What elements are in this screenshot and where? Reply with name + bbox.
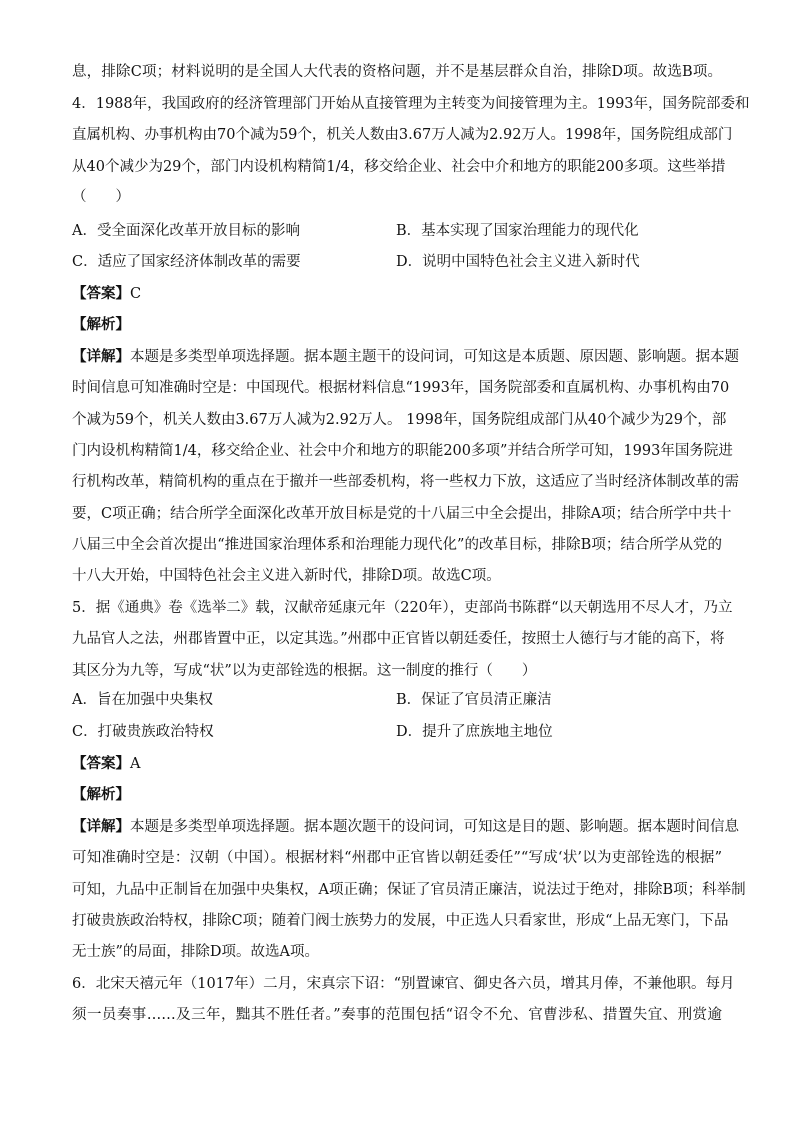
question-5-stem: 5．据《通典》卷《选举二》载，汉献帝延康元年（220年），吏部尚书陈群“以天朝选用不尽人才，乃立 [72,600,733,616]
option-d: D．提升了庶族地主地位 [396,724,553,740]
question-4-stem: 4．1988年，我国政府的经济管理部门开始从直接管理为主转变为间接管理为主。1993年，国务院部委和 [72,96,750,112]
explanation-line: 可知，九品中正制旨在加强中央集权，A项正确；保证了官员清正廉洁，说法过于绝对，排除B项；科举制 [72,882,746,898]
explanation-line: 个减为59个，机关人数由3.67万人减为2.92万人。 1998年，国务院组成部门从40个减少为29个，部 [72,412,727,428]
answer-line [72,284,141,304]
answer-line [72,754,140,774]
text-line: 从40个减少为29个，部门内设机构精简1/4，移交给企业、社会中介和地方的职能200多项。这些举措 [72,159,726,175]
text-line: 九品官人之法，州郡皆置中正，以定其选。”州郡中正官皆以朝廷委任，按照士人德行与才能的高下，将 [72,631,725,647]
option-d: D．说明中国特色社会主义进入新时代 [396,254,640,270]
option-a: A．旨在加强中央集权 [72,692,213,708]
explanation-label: 【详解】 [72,818,130,835]
answer-value: C [130,286,142,302]
explanation-line: 时间信息可知准确时空是：中国现代。根据材料信息“1993年，国务院部委和直属机构、办事机构由70 [72,380,730,396]
explanation-line: 要，C项正确；结合所学全面深化改革开放目标是党的十八届三中全会提出，排除A项；结合所学中共十 [72,506,732,522]
explanation-line: 【详解】本题是多类型单项选择题。据本题次题干的设问词，可知这是目的题、影响题。据本题时间信息 [72,818,739,835]
option-a: A．受全面深化改革开放目标的影响 [72,223,300,239]
explanation-line: 打破贵族政治特权，排除C项；随着门阀士族势力的发展，中正选人只看家世，形成“上品无寒门，下品 [72,913,729,929]
answer-value: A [130,756,141,772]
explanation-line: 八届三中全会首次提出“推进国家治理体系和治理能力现代化”的改革目标，排除B项；结合所学从党的 [72,537,722,553]
option-c: C．适应了国家经济体制改革的需要 [72,254,301,270]
explanation-line: 门内设机构精简1/4，移交给企业、社会中介和地方的职能200多项”并结合所学可知，1993年国务院进 [72,443,733,459]
text-line: 息，排除C项；材料说明的是全国人大代表的资格问题，并不是基层群众自治，排除D项。故选B项。 [72,64,722,80]
option-c: C．打破贵族政治特权 [72,724,214,740]
explanation-line: 十八大开始，中国特色社会主义进入新时代，排除D项。故选C项。 [72,568,501,584]
explanation-label: 【详解】 [72,348,130,365]
answer-label: 【答案】 [72,285,130,302]
option-b: B．基本实现了国家治理能力的现代化 [396,223,639,239]
explanation-line: 可知准确时空是：汉朝（中国）。根据材料“州郡中正官皆以朝廷委任”“写成‘状’以为吏部铨选的根据” [72,850,722,866]
analysis-label: 【解析】 [72,316,130,333]
option-b: B．保证了官员清正廉洁 [396,692,552,708]
text-line: 直属机构、办事机构由70个减为59个，机关人数由3.67万人减为2.92万人。1998年，国务院组成部门 [72,127,733,143]
answer-label: 【答案】 [72,755,130,772]
explanation-line: 【详解】本题是多类型单项选择题。据本题主题干的设问词，可知这是本质题、原因题、影响题。据本题 [72,348,739,365]
text-line: 须一员奏事……及三年，黜其不胜任者。”奏事的范围包括“诏令不允、官曹涉私、措置失宜、刑赏逾 [72,1007,722,1023]
answer-blank: （ ） [72,189,130,205]
explanation-line: 行机构改革，精简机构的重点在于撤并一些部委机构，将一些权力下放，这适应了当时经济体制改革的需 [72,474,739,490]
text-line: 其区分为九等，写成“状”以为吏部铨选的根据。这一制度的推行（ ） [72,663,537,679]
explanation-line: 无士族”的局面，排除D项。故选A项。 [72,944,320,960]
analysis-label: 【解析】 [72,786,130,803]
question-6-stem: 6．北宋天禧元年（1017年）二月，宋真宗下诏：“别置谏官、御史各六员，增其月俸，不兼他职。每月 [72,976,735,992]
